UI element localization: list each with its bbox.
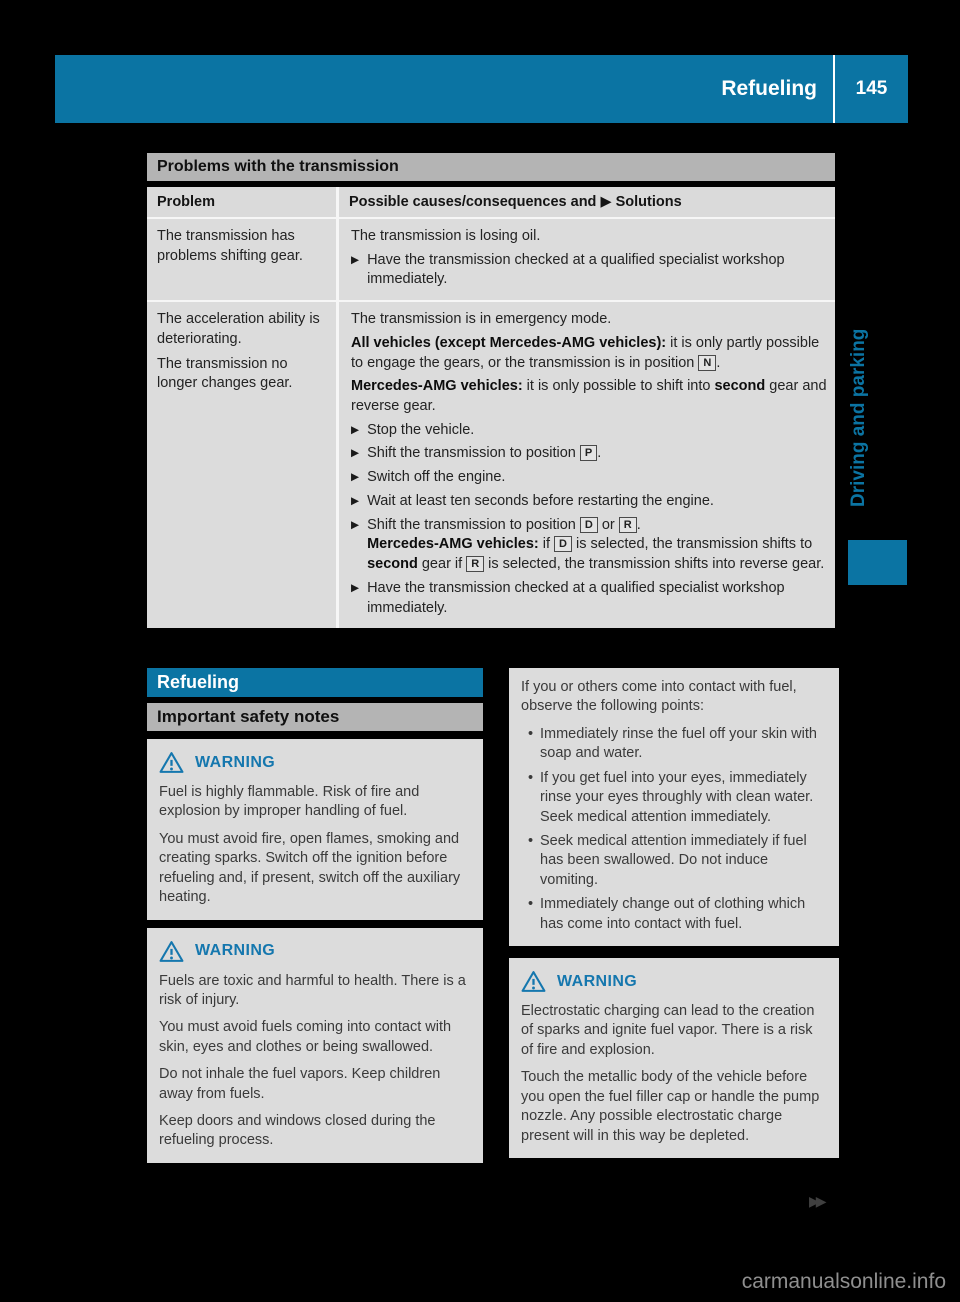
bullet-item <box>521 769 827 827</box>
solution-action-item <box>351 468 827 488</box>
warning-paragraph: Fuels are toxic and harmful to health. There is a risk of injury. <box>159 972 466 1008</box>
gear-position-key: N <box>698 355 716 371</box>
column-header-causes-solutions: Possible causes/consequences and ▶ Solutions <box>336 187 835 217</box>
bullet-dot-icon: • <box>528 725 534 742</box>
warning-paragraph: Keep doors and windows closed during the refueling process. <box>159 1113 436 1149</box>
solution-action-item <box>351 579 827 618</box>
problem-text: The transmission no longer changes gear. <box>157 355 293 392</box>
action-arrow-icon: ▶ <box>351 581 360 594</box>
chapter-side-tab: Driving and parking <box>848 328 869 508</box>
causes-cell <box>336 219 835 300</box>
action-text: Shift the transmission to position P . <box>367 445 602 462</box>
causes-cell <box>336 302 835 628</box>
solution-action-item <box>351 421 827 441</box>
warning-triangle-icon <box>159 751 184 774</box>
warning-box <box>509 958 839 1158</box>
warning-header <box>159 940 471 963</box>
action-text: Have the transmission checked at a qualified specialist workshop immediately. <box>367 251 785 288</box>
action-arrow-icon: ▶ <box>351 253 360 266</box>
warning-label: WARNING <box>195 753 276 771</box>
warning-paragraph: You must avoid fire, open flames, smoking and creating sparks. Switch off the ignition before refueling and, if present, switch off the auxiliary heating. <box>159 830 461 906</box>
info-intro: If you or others come into contact with fuel, observe the following points: <box>521 679 797 715</box>
warning-paragraph: Fuel is highly flammable. Risk of fire and explosion by improper handling of fuel. <box>159 784 420 820</box>
chapter-marker-square <box>848 540 907 585</box>
bullet-dot-icon: • <box>528 832 534 849</box>
column-header-problem: Problem <box>157 194 216 210</box>
gear-position-key: R <box>466 556 484 572</box>
bullet-dot-icon: • <box>528 896 534 913</box>
problem-cell <box>147 302 336 628</box>
header-page-number: 145 <box>855 78 888 99</box>
gear-position-key: P <box>580 445 597 461</box>
bullet-text: Immediately change out of clothing which has come into contact with fuel. <box>540 896 806 932</box>
table-row <box>147 219 835 300</box>
bullet-text: Seek medical attention immediately if fuel has been swallowed. Do not induce vomiting. <box>540 832 807 888</box>
solution-action-item <box>351 444 827 464</box>
gear-position-key: D <box>554 536 572 552</box>
gear-position-key: D <box>580 517 598 533</box>
page-continues-icon: ▶▶ <box>809 1193 823 1209</box>
warning-label: WARNING <box>195 942 276 960</box>
warning-paragraph: Touch the metallic body of the vehicle before you open the fuel filler cap or handle the pump nozzle. Any possible electrostatic charge present will in this way be depleted. <box>521 1069 820 1144</box>
bullet-item <box>521 725 827 764</box>
table-body <box>147 219 835 628</box>
bullet-item <box>521 895 827 934</box>
action-text: Switch off the engine. <box>367 469 506 486</box>
warning-header <box>521 970 827 993</box>
safety-notes-title: Important safety notes <box>157 707 340 726</box>
action-text: Wait at least ten seconds before restarting the engine. <box>367 492 714 509</box>
warning-box <box>147 739 483 920</box>
table-title-bar <box>147 153 835 181</box>
warning-header <box>159 751 471 774</box>
causes-text: All vehicles (except Mercedes-AMG vehicles): it is only partly possible to engage the gears, or the transmission is in position N . <box>351 334 820 371</box>
table-title: Problems with the transmission <box>157 158 399 175</box>
action-arrow-icon: ▶ <box>351 471 360 484</box>
info-box <box>509 668 839 946</box>
solution-action-item <box>351 251 827 290</box>
action-text: Stop the vehicle. <box>367 421 475 438</box>
warning-triangle-icon <box>159 940 184 963</box>
left-column-blocks <box>147 739 483 1163</box>
warning-triangle-icon <box>521 970 546 993</box>
action-text: Shift the transmission to position D or R . Mercedes-AMG vehicles: if D is selected, the transmission shifts to second gear if R is selected, the transmission shifts into reverse gear. <box>367 516 825 573</box>
gear-position-key: R <box>619 517 637 533</box>
action-text: Have the transmission checked at a qualified specialist workshop immediately. <box>367 579 785 616</box>
bullet-item <box>521 832 827 890</box>
page-header-bar <box>55 55 908 123</box>
table-header-row <box>147 187 835 219</box>
warning-paragraph: Do not inhale the fuel vapors. Keep children away from fuels. <box>159 1066 441 1102</box>
solution-action-item <box>351 516 827 575</box>
refueling-section-bar <box>147 668 483 697</box>
solution-action-item <box>351 492 827 512</box>
table-row <box>147 300 835 628</box>
refueling-right-column <box>509 668 839 1158</box>
action-arrow-icon: ▶ <box>351 518 360 531</box>
bullet-dot-icon: • <box>528 769 534 786</box>
causes-text: The transmission is in emergency mode. <box>351 311 612 328</box>
problem-cell <box>147 219 336 300</box>
warning-paragraph: Electrostatic charging can lead to the creation of sparks and ignite fuel vapor. There is a risk of fire and explosion. <box>521 1003 815 1058</box>
bullet-list <box>521 725 827 934</box>
refueling-left-column <box>147 668 483 1163</box>
action-arrow-icon: ▶ <box>351 494 360 507</box>
header-chapter-title: Refueling <box>721 77 817 100</box>
watermark-text: carmanualsonline.info <box>741 1270 946 1293</box>
safety-notes-bar <box>147 703 483 731</box>
bullet-text: Immediately rinse the fuel off your skin with soap and water. <box>540 725 817 762</box>
warning-label: WARNING <box>557 972 638 990</box>
refueling-section-title: Refueling <box>157 672 240 692</box>
transmission-table-section <box>147 153 835 628</box>
causes-text: The transmission is losing oil. <box>351 228 541 244</box>
action-arrow-icon: ▶ <box>351 423 360 436</box>
action-arrow-icon: ▶ <box>351 447 360 460</box>
warning-paragraph: You must avoid fuels coming into contact with skin, eyes and clothes or being swallowed. <box>159 1019 452 1055</box>
causes-text: Mercedes-AMG vehicles: it is only possible to shift into second gear and reverse gear. <box>351 378 827 415</box>
bullet-text: If you get fuel into your eyes, immediately rinse your eyes throughly with clean water. Seek medical attention immediately. <box>540 769 814 825</box>
warning-box <box>147 928 483 1163</box>
right-column-blocks <box>509 668 839 1158</box>
problem-text: The acceleration ability is deteriorating. <box>157 311 320 347</box>
problem-text: The transmission has problems shifting gear. <box>157 228 303 264</box>
